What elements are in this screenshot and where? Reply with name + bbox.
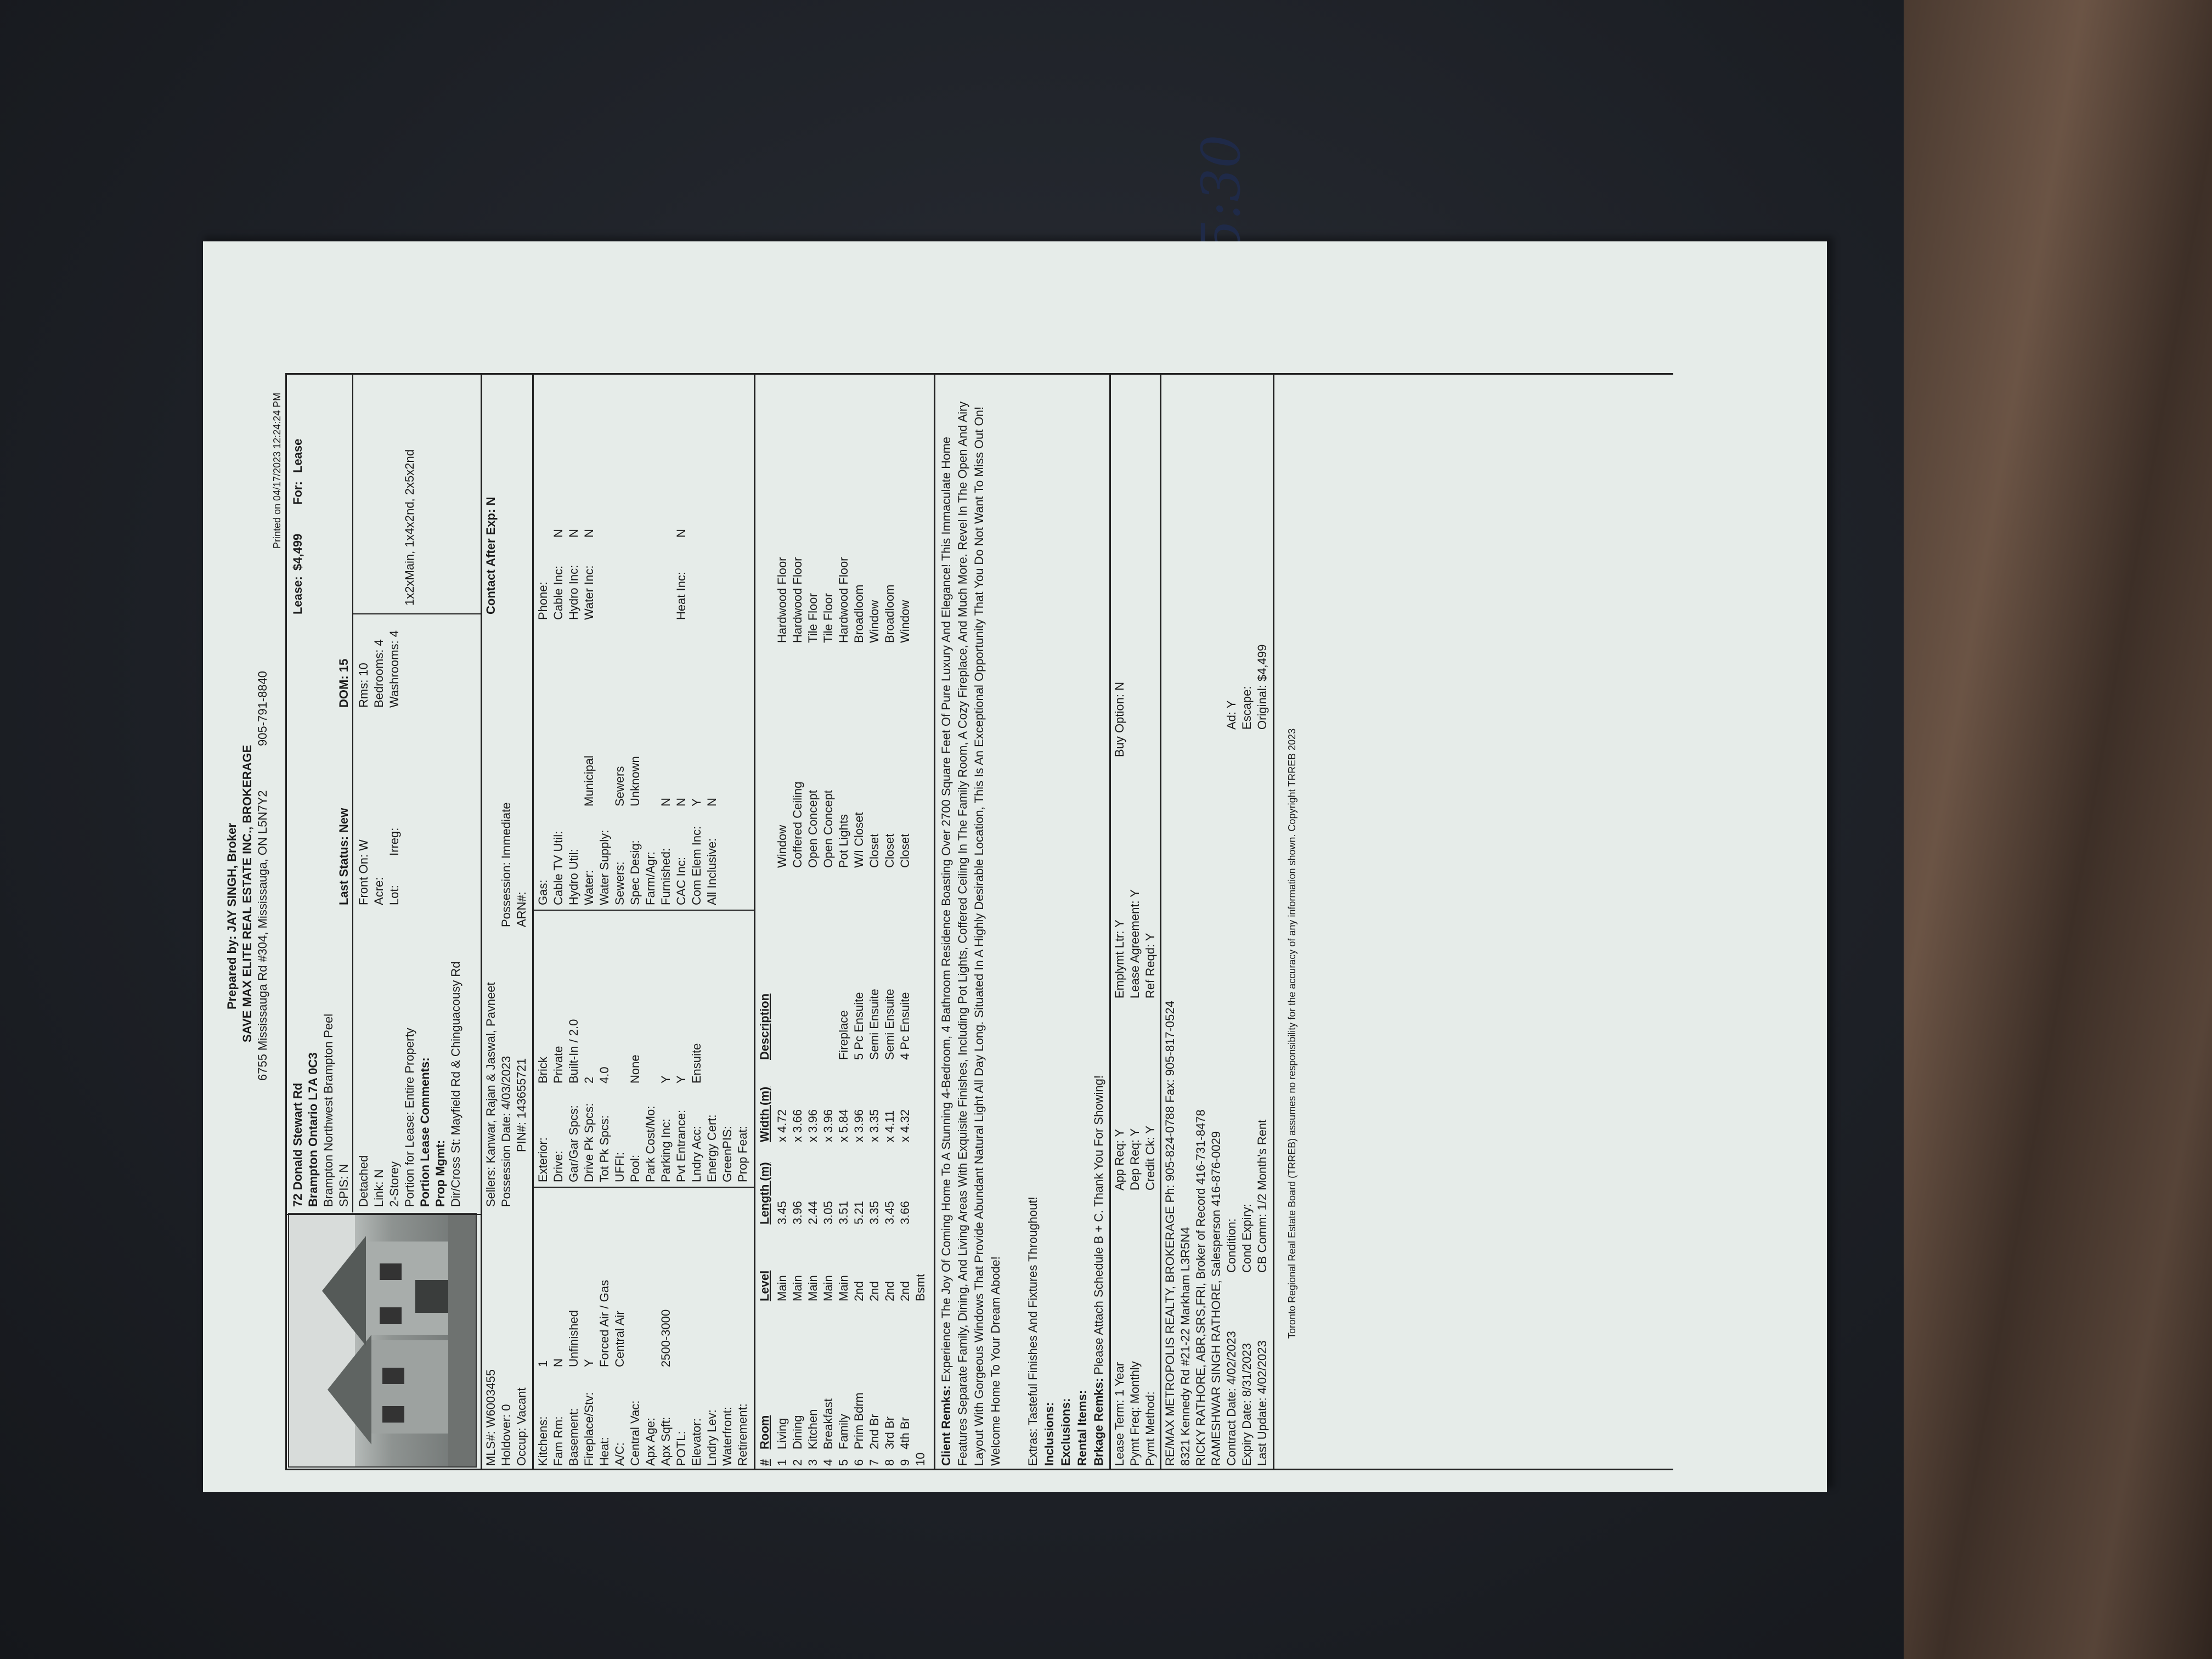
feature-value: 2 bbox=[582, 1076, 596, 1084]
client-remarks-line: On! Welcome Home To Your Dream Abode! bbox=[972, 407, 1002, 1466]
feature-value: Ensuite bbox=[690, 1043, 703, 1084]
rule bbox=[481, 373, 482, 1470]
table-cell: Breakfast bbox=[821, 1398, 835, 1449]
portion-for-lease: Portion for Lease: Entire Property bbox=[403, 1028, 416, 1207]
feature-value: N bbox=[567, 529, 580, 538]
table-cell: x 4.11 bbox=[883, 1110, 896, 1142]
table-cell: Main bbox=[806, 1275, 820, 1301]
feature-label: All Inclusive: bbox=[705, 838, 719, 905]
table-cell: x 3.66 bbox=[791, 1109, 804, 1142]
link: Link: N bbox=[372, 1169, 386, 1207]
feature-label: Basement: bbox=[567, 1408, 580, 1466]
client-remarks bbox=[938, 391, 1004, 1466]
rule bbox=[532, 910, 754, 911]
brokerage-remarks-label: Brkage Remks: bbox=[1092, 1378, 1105, 1466]
table-row bbox=[898, 380, 913, 1466]
dir-cross-st: Dir/Cross St: Mayfield Rd & Chinguacousy Rd bbox=[449, 961, 462, 1207]
table-cell: Main bbox=[821, 1275, 835, 1301]
buy-option: Buy Option: N bbox=[1113, 682, 1126, 757]
feature-label: Heat Inc: bbox=[674, 571, 688, 620]
feature-value: Y bbox=[582, 1359, 596, 1367]
table-row bbox=[851, 380, 867, 1466]
table-cell: Hardwood Floor bbox=[775, 557, 789, 643]
rule bbox=[532, 373, 534, 1470]
table-cell: 10 bbox=[913, 1452, 927, 1466]
lease-term: Lease Term: 1 Year bbox=[1113, 1362, 1126, 1466]
client-remarks-line: Luxury And Elegance! This Immaculate Home Features Separate Family, Dining, And Living Areas With Exquisite Finishes, Including Pot Lights, bbox=[939, 437, 969, 1466]
rooms-table-header bbox=[757, 380, 774, 1466]
feature-value: Unfinished bbox=[567, 1310, 580, 1367]
rule bbox=[1273, 373, 1274, 1470]
feature-label: Spec Desig: bbox=[628, 840, 642, 905]
table-cell: 4 Pc Ensuite bbox=[898, 992, 912, 1060]
feature-value: N bbox=[674, 798, 688, 806]
table-cell: 4 bbox=[821, 1459, 835, 1466]
ref-reqd: Ref Reqd: Y bbox=[1143, 933, 1157, 998]
printed-date: Printed on 04/17/2023 12:24:24 PM bbox=[272, 392, 283, 549]
sellers: Sellers: Kanwar, Rajan & Jaswal, Pavneet bbox=[484, 982, 498, 1207]
table-cell: Window bbox=[867, 600, 881, 643]
table-row bbox=[836, 380, 851, 1466]
feature-value: Y bbox=[674, 1075, 688, 1084]
rooms-header-cell: Length (m) bbox=[758, 1162, 771, 1224]
table-cell: Window bbox=[775, 825, 789, 868]
rule bbox=[285, 373, 1673, 375]
feature-value: 1 bbox=[536, 1360, 550, 1367]
bedrooms: Bedrooms: 4 bbox=[372, 639, 386, 708]
washrooms: Washrooms: 4 bbox=[387, 630, 401, 708]
feature-label: Water Supply: bbox=[597, 830, 611, 905]
table-cell: Hardwood Floor bbox=[791, 557, 804, 643]
table-row bbox=[805, 380, 821, 1466]
lease-price-label: Lease: bbox=[291, 576, 304, 614]
table-cell: Dining bbox=[791, 1415, 804, 1449]
table-row bbox=[882, 380, 898, 1466]
dep-req: Dep Req: Y bbox=[1128, 1128, 1142, 1190]
table-cell: x 3.96 bbox=[852, 1109, 866, 1142]
feature-value: N bbox=[674, 529, 688, 538]
escape: Escape: bbox=[1240, 686, 1254, 730]
feature-value: Central Air bbox=[613, 1311, 627, 1367]
feature-label: Elevator: bbox=[690, 1418, 703, 1466]
table-cell: x 3.35 bbox=[867, 1109, 881, 1142]
table-cell: x 4.72 bbox=[775, 1109, 789, 1142]
table-cell: Main bbox=[837, 1275, 850, 1301]
table-cell: 2nd Br bbox=[867, 1414, 881, 1449]
table-cell: Open Concept bbox=[806, 790, 820, 868]
table-cell: Tile Floor bbox=[821, 593, 835, 643]
client-remarks-label: Client Remks: bbox=[939, 1385, 953, 1466]
prop-mgmt: Prop Mgmt: bbox=[433, 1139, 447, 1207]
table-cell: Fireplace bbox=[837, 1010, 850, 1060]
mls-number: MLS#: W6003455 bbox=[484, 1369, 498, 1466]
rule bbox=[532, 1187, 754, 1188]
table-cell: 5.21 bbox=[852, 1201, 866, 1224]
table-cell: 3.66 bbox=[898, 1201, 912, 1224]
table-cell: Open Concept bbox=[821, 790, 835, 868]
app-req: App Req: Y bbox=[1113, 1128, 1126, 1190]
feature-label: Park Cost/Mo: bbox=[644, 1105, 657, 1182]
feature-label: Hydro Util: bbox=[567, 849, 580, 905]
feature-value: N bbox=[705, 798, 719, 806]
pymt-method: Pymt Method: bbox=[1143, 1391, 1157, 1466]
table-cell: Semi Ensuite bbox=[867, 989, 881, 1060]
feature-label: Kitchens: bbox=[536, 1416, 550, 1466]
feature-value: 2500-3000 bbox=[659, 1309, 673, 1367]
feature-label: Cable TV Util: bbox=[551, 831, 565, 905]
community: Brampton Northwest Brampton Peel bbox=[321, 1013, 335, 1207]
table-cell: Coffered Ceiling bbox=[791, 781, 804, 868]
feature-value: Municipal bbox=[582, 755, 596, 806]
salesperson: RAMESHWAR SINGH RATHORE, Salesperson 416-876-0029 bbox=[1209, 1131, 1223, 1466]
feature-value: Sewers bbox=[613, 766, 627, 806]
brokerage-address: 6755 Mississauga Rd #304, Mississauga, ON L5N7Y2 bbox=[256, 790, 269, 1081]
for-label: For: bbox=[291, 481, 304, 505]
feature-label: Waterfront: bbox=[720, 1407, 734, 1466]
table-cell: Closet bbox=[898, 833, 912, 868]
feature-label: Tot Pk Spcs: bbox=[597, 1115, 611, 1182]
occupancy: Occup: Vacant bbox=[515, 1387, 528, 1466]
possession: Possession: Immediate bbox=[499, 802, 513, 927]
rule bbox=[1109, 373, 1111, 1470]
table-cell: 3.05 bbox=[821, 1201, 835, 1224]
rule bbox=[934, 373, 935, 1470]
feature-label: Prop Feat: bbox=[736, 1126, 749, 1182]
wood-background bbox=[1904, 0, 2212, 1659]
table-cell: 2.44 bbox=[806, 1201, 820, 1224]
table-cell: W/I Closet bbox=[852, 812, 866, 868]
for-value: Lease bbox=[291, 438, 304, 473]
table-cell: 3 bbox=[806, 1459, 820, 1466]
feature-label: Farm/Agr: bbox=[644, 851, 657, 905]
table-cell: 8 bbox=[883, 1459, 896, 1466]
table-cell: 5 Pc Ensuite bbox=[852, 992, 866, 1060]
feature-label: Gas: bbox=[536, 879, 550, 905]
brokerage-remarks-text: Please Attach Schedule B + C. Thank You For Showing! bbox=[1092, 1075, 1105, 1375]
table-cell: x 3.96 bbox=[806, 1109, 820, 1142]
feature-value: Forced Air / Gas bbox=[597, 1280, 611, 1367]
feature-value: None bbox=[628, 1054, 642, 1084]
feature-label: Sewers: bbox=[613, 861, 627, 905]
rooms-count: Rms: 10 bbox=[357, 663, 370, 708]
brokerage-phone: 905-791-8840 bbox=[256, 670, 269, 746]
table-cell: Family bbox=[837, 1414, 850, 1449]
last-status: Last Status: New bbox=[337, 808, 351, 905]
rule bbox=[285, 373, 287, 1470]
extras: Extras: Tasteful Finishes And Fixtures Throughout! bbox=[1026, 1197, 1040, 1466]
original-price: Original: $4,499 bbox=[1255, 644, 1269, 730]
table-cell: Semi Ensuite bbox=[883, 989, 896, 1060]
feature-label: A/C: bbox=[613, 1442, 627, 1466]
table-cell: 2nd bbox=[898, 1281, 912, 1301]
arn-number: ARN#: bbox=[515, 891, 528, 927]
feature-value: N bbox=[551, 529, 565, 538]
feature-label: Heat: bbox=[597, 1437, 611, 1466]
feature-label: Drive: bbox=[551, 1150, 565, 1182]
feature-value: 4.0 bbox=[597, 1066, 611, 1084]
brokerage-remarks bbox=[1092, 1075, 1106, 1466]
rooms-header-cell: Width (m) bbox=[758, 1086, 771, 1142]
feature-label: CAC Inc: bbox=[674, 856, 688, 905]
table-cell: Living bbox=[775, 1418, 789, 1449]
client-remarks-line: Coffered Ceiling In The Family Room, A Cozy Fireplace, And Much More. Revel In The Open And Airy Layout With Gorgeous Windows That Provide bbox=[956, 401, 986, 1466]
feature-value: N bbox=[551, 1358, 565, 1367]
property-photo bbox=[288, 1213, 477, 1468]
table-cell: 1 bbox=[775, 1459, 789, 1466]
table-cell: 2nd bbox=[883, 1281, 896, 1301]
feature-label: Apx Age: bbox=[644, 1417, 657, 1466]
table-cell: Broadloom bbox=[883, 584, 896, 643]
cond-expiry: Cond Expiry: bbox=[1240, 1204, 1254, 1273]
pymt-freq: Pymt Freq: Monthly bbox=[1128, 1361, 1142, 1466]
brokerage-name: SAVE MAX ELITE REAL ESTATE INC., BROKERAGE bbox=[240, 744, 254, 1042]
table-cell: Bsmt bbox=[913, 1273, 927, 1301]
table-row bbox=[867, 380, 882, 1466]
table-cell: Hardwood Floor bbox=[837, 557, 850, 643]
dom: DOM: 15 bbox=[337, 658, 351, 708]
feature-value: Unknown bbox=[628, 756, 642, 806]
table-cell: 6 bbox=[852, 1459, 866, 1466]
feature-label: Furnished: bbox=[659, 848, 673, 905]
table-cell: 7 bbox=[867, 1459, 881, 1466]
feature-label: Apx Sqft: bbox=[659, 1417, 673, 1466]
client-remarks-text bbox=[939, 402, 1002, 1466]
feature-label: Cable Inc: bbox=[551, 565, 565, 620]
table-cell: 3.96 bbox=[791, 1201, 804, 1224]
feature-label: Pvt Entrance: bbox=[674, 1109, 688, 1182]
rooms-header-cell: Room bbox=[758, 1415, 771, 1449]
table-row bbox=[775, 380, 790, 1466]
pin-number: PIN#: 143655721 bbox=[515, 1058, 528, 1152]
table-cell: Main bbox=[791, 1275, 804, 1301]
listing-brokerage-address: 8321 Kennedy Rd #21-22 Markham L3R5N4 bbox=[1178, 1227, 1192, 1466]
ad: Ad: Y bbox=[1224, 700, 1238, 730]
table-cell: Closet bbox=[883, 833, 896, 868]
rental-items: Rental Items: bbox=[1075, 1390, 1089, 1466]
rooms-header-cell: # bbox=[758, 1459, 771, 1466]
condition: Condition: bbox=[1224, 1218, 1238, 1273]
front-on: Front On: W bbox=[357, 839, 370, 905]
client-remarks-line: Abundant Natural Light All Day Long. Situated In A Highly Desirable Location, This Is An Exceptional Opportunity That You Do Not Want To Miss Out bbox=[972, 426, 986, 1220]
table-row bbox=[821, 380, 836, 1466]
contact-after-exp: Contact After Exp: N bbox=[484, 496, 498, 614]
table-cell: Closet bbox=[867, 833, 881, 868]
lease-agreement: Lease Agreement: Y bbox=[1128, 889, 1142, 998]
feature-value: Y bbox=[690, 798, 703, 806]
feature-label: Fam Rm: bbox=[551, 1416, 565, 1466]
table-cell: x 4.32 bbox=[898, 1109, 912, 1142]
rooms-header-cell: Description bbox=[758, 993, 771, 1060]
prepared-by: Prepared by: JAY SINGH, Broker bbox=[225, 823, 239, 1009]
table-cell: Main bbox=[775, 1275, 789, 1301]
possession-date: Possession Date: 4/03/2023 bbox=[499, 1056, 513, 1207]
emplymt-ltr: Emplymt Ltr: Y bbox=[1113, 919, 1126, 998]
inclusions: Inclusions: bbox=[1042, 1402, 1056, 1466]
table-cell: Window bbox=[898, 600, 912, 643]
table-cell: 4th Br bbox=[898, 1417, 912, 1449]
acre: Acre: bbox=[372, 877, 386, 905]
feature-label: Phone: bbox=[536, 582, 550, 620]
feature-label: Retirement: bbox=[736, 1403, 749, 1466]
street-address: 72 Donald Stewart Rd bbox=[291, 1082, 304, 1207]
property-type: Detached bbox=[357, 1155, 370, 1207]
washroom-detail: 1x2xMain, 1x4x2nd, 2x5x2nd bbox=[403, 449, 416, 606]
feature-label: Parking Inc: bbox=[659, 1118, 673, 1182]
expiry-date: Expiry Date: 8/31/2023 bbox=[1240, 1343, 1254, 1466]
feature-label: Central Vac: bbox=[628, 1400, 642, 1466]
rule bbox=[1160, 373, 1161, 1470]
table-row bbox=[913, 380, 928, 1466]
table-cell: Broadloom bbox=[852, 584, 866, 643]
table-cell: 9 bbox=[898, 1459, 912, 1466]
table-cell: Pot Lights bbox=[837, 814, 850, 868]
feature-value: N bbox=[659, 798, 673, 806]
contract-date: Contract Date: 4/02/2023 bbox=[1224, 1331, 1238, 1466]
feature-label: GreenPIS: bbox=[720, 1126, 734, 1182]
table-cell: x 5.84 bbox=[837, 1109, 850, 1142]
cb-comm: CB Comm: 1/2 Month's Rent bbox=[1255, 1119, 1269, 1273]
lease-price: $4,499 bbox=[291, 533, 304, 571]
rooms-header-cell: Level bbox=[758, 1270, 771, 1301]
table-cell: 3.51 bbox=[837, 1201, 850, 1224]
feature-label: Drive Pk Spcs: bbox=[582, 1103, 596, 1182]
table-cell: 3.45 bbox=[775, 1201, 789, 1224]
feature-label: Gar/Gar Spcs: bbox=[567, 1105, 580, 1182]
feature-label: Lndry Lev: bbox=[705, 1409, 719, 1466]
feature-label: Com Elem Inc: bbox=[690, 826, 703, 905]
table-cell: 3rd Br bbox=[883, 1417, 896, 1449]
table-cell: Kitchen bbox=[806, 1409, 820, 1449]
irreg: Irreg: bbox=[387, 827, 401, 856]
rule bbox=[754, 373, 755, 1470]
rule bbox=[352, 613, 481, 614]
table-cell: 3.35 bbox=[867, 1201, 881, 1224]
footer-disclaimer: Toronto Regional Real Estate Board (TRREB) assumes no responsibility for the accuracy of any information shown. Copyright TRREB 2023 bbox=[1286, 728, 1297, 1339]
portion-lease-comments: Portion Lease Comments: bbox=[418, 1057, 432, 1207]
client-remarks-line: Experience The Joy Of Coming Home To A Stunning 4-Bedroom, 4 Bathroom Residence Boasting Over 2700 Square Feet Of Pure bbox=[939, 681, 953, 1383]
feature-value: N bbox=[582, 529, 596, 538]
table-cell: Tile Floor bbox=[806, 593, 820, 643]
feature-value: Y bbox=[659, 1075, 673, 1084]
feature-value: Built-In / 2.0 bbox=[567, 1019, 580, 1084]
feature-label: Water Inc: bbox=[582, 565, 596, 620]
table-row bbox=[790, 380, 805, 1466]
feature-label: Energy Cert: bbox=[705, 1114, 719, 1182]
feature-label: POTL: bbox=[674, 1431, 688, 1466]
feature-label: Lndry Acc: bbox=[690, 1126, 703, 1182]
table-cell: 3.45 bbox=[883, 1201, 896, 1224]
spis: SPIS: N bbox=[337, 1164, 351, 1207]
rule bbox=[285, 1214, 481, 1215]
feature-value: Brick bbox=[536, 1057, 550, 1084]
listing-brokerage: RE/MAX METROPOLIS REALTY, BROKERAGE Ph: 905-824-0788 Fax: 905-817-0524 bbox=[1163, 1001, 1177, 1466]
feature-label: Exterior: bbox=[536, 1137, 550, 1182]
table-cell: 2nd bbox=[852, 1281, 866, 1301]
feature-label: Water: bbox=[582, 870, 596, 905]
listing-sheet bbox=[203, 241, 1827, 1492]
feature-label: UFFI: bbox=[613, 1152, 627, 1182]
table-cell: x 3.96 bbox=[821, 1109, 835, 1142]
feature-label: Hydro Inc: bbox=[567, 565, 580, 620]
rule bbox=[285, 1469, 1673, 1470]
exclusions: Exclusions: bbox=[1059, 1398, 1073, 1466]
feature-label: Fireplace/Stv: bbox=[582, 1392, 596, 1466]
city-line: Brampton Ontario L7A 0C3 bbox=[306, 1052, 320, 1207]
style: 2-Storey bbox=[387, 1161, 401, 1207]
last-update: Last Update: 4/02/2023 bbox=[1255, 1340, 1269, 1466]
table-cell: 2nd bbox=[867, 1281, 881, 1301]
feature-label: Pool: bbox=[628, 1154, 642, 1182]
table-cell: 2 bbox=[791, 1459, 804, 1466]
rule bbox=[352, 375, 353, 1212]
house-illustration-icon bbox=[289, 1214, 476, 1466]
table-cell: 5 bbox=[837, 1459, 850, 1466]
lot: Lot: bbox=[387, 885, 401, 905]
broker-of-record: RICKY RATHORE, ABR,SRS,FRI, Broker of Record 416-731-8478 bbox=[1194, 1109, 1207, 1466]
holdover: Holdover: 0 bbox=[499, 1404, 513, 1466]
credit-ck: Credit Ck: Y bbox=[1143, 1125, 1157, 1190]
feature-value: Private bbox=[551, 1046, 565, 1084]
table-cell: Prim Bdrm bbox=[852, 1392, 866, 1449]
